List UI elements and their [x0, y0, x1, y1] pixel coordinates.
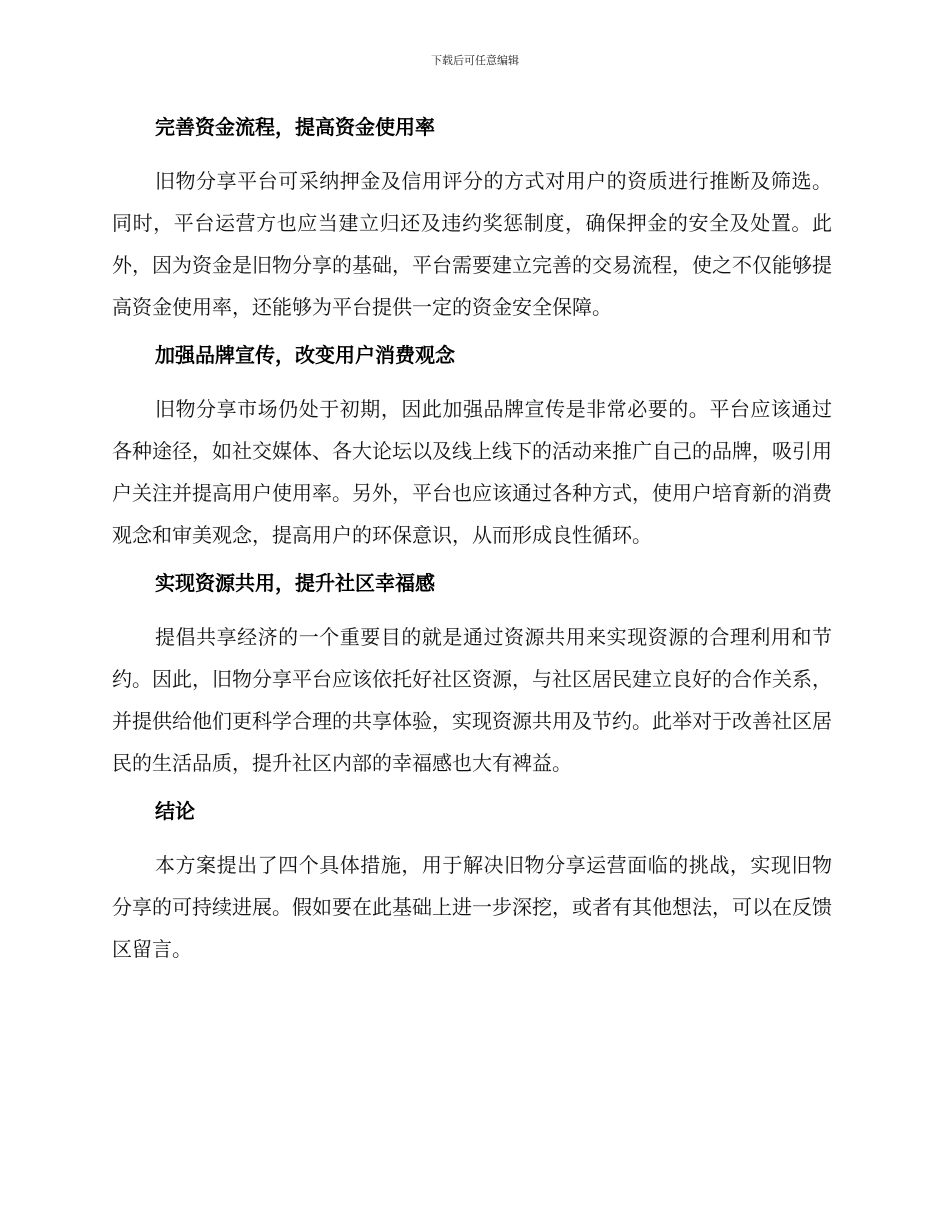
section-paragraph-funds: 旧物分享平台可采纳押金及信用评分的方式对用户的资质进行推断及筛选。同时，平台运营方也应当建立归还及违约奖惩制度，确保押金的安全及处置。此外，因为资金是旧物分享的基础，平台需要建立完善的交易流程，使之不仅能够提高资金使用率，还能够为平台提供一定的资金安全保障。: [112, 169, 832, 319]
section-paragraph-community: 提倡共享经济的一个重要目的就是通过资源共用来实现资源的合理利用和节约。因此，旧物分享平台应该依托好社区资源，与社区居民建立良好的合作关系，并提供给他们更科学合理的共享体验，实现资源共用及节约。此举对于改善社区居民的生活品质，提升社区内部的幸福感也大有裨益。: [112, 625, 832, 775]
document-body: [112, 110, 832, 970]
page-header: 下载后可任意编辑: [431, 54, 519, 67]
section-paragraph-conclusion: 本方案提出了四个具体措施，用于解决旧物分享运营面临的挑战，实现旧物分享的可持续进展。假如要在此基础上进一步深挖，或者有其他想法，可以在反馈区留言。: [112, 853, 832, 961]
section-heading-funds: 完善资金流程，提高资金使用率: [155, 115, 435, 139]
section-paragraph-brand: 旧物分享市场仍处于初期，因此加强品牌宣传是非常必要的。平台应该通过各种途径，如社交媒体、各大论坛以及线上线下的活动来推广自己的品牌，吸引用户关注并提高用户使用率。另外，平台也应该通过各种方式，使用户培育新的消费观念和审美观念，提高用户的环保意识，从而形成良性循环。: [112, 397, 832, 547]
section-heading-conclusion: 结论: [155, 799, 195, 823]
section-heading-brand: 加强品牌宣传，改变用户消费观念: [155, 343, 455, 367]
section-heading-community: 实现资源共用，提升社区幸福感: [155, 571, 435, 595]
